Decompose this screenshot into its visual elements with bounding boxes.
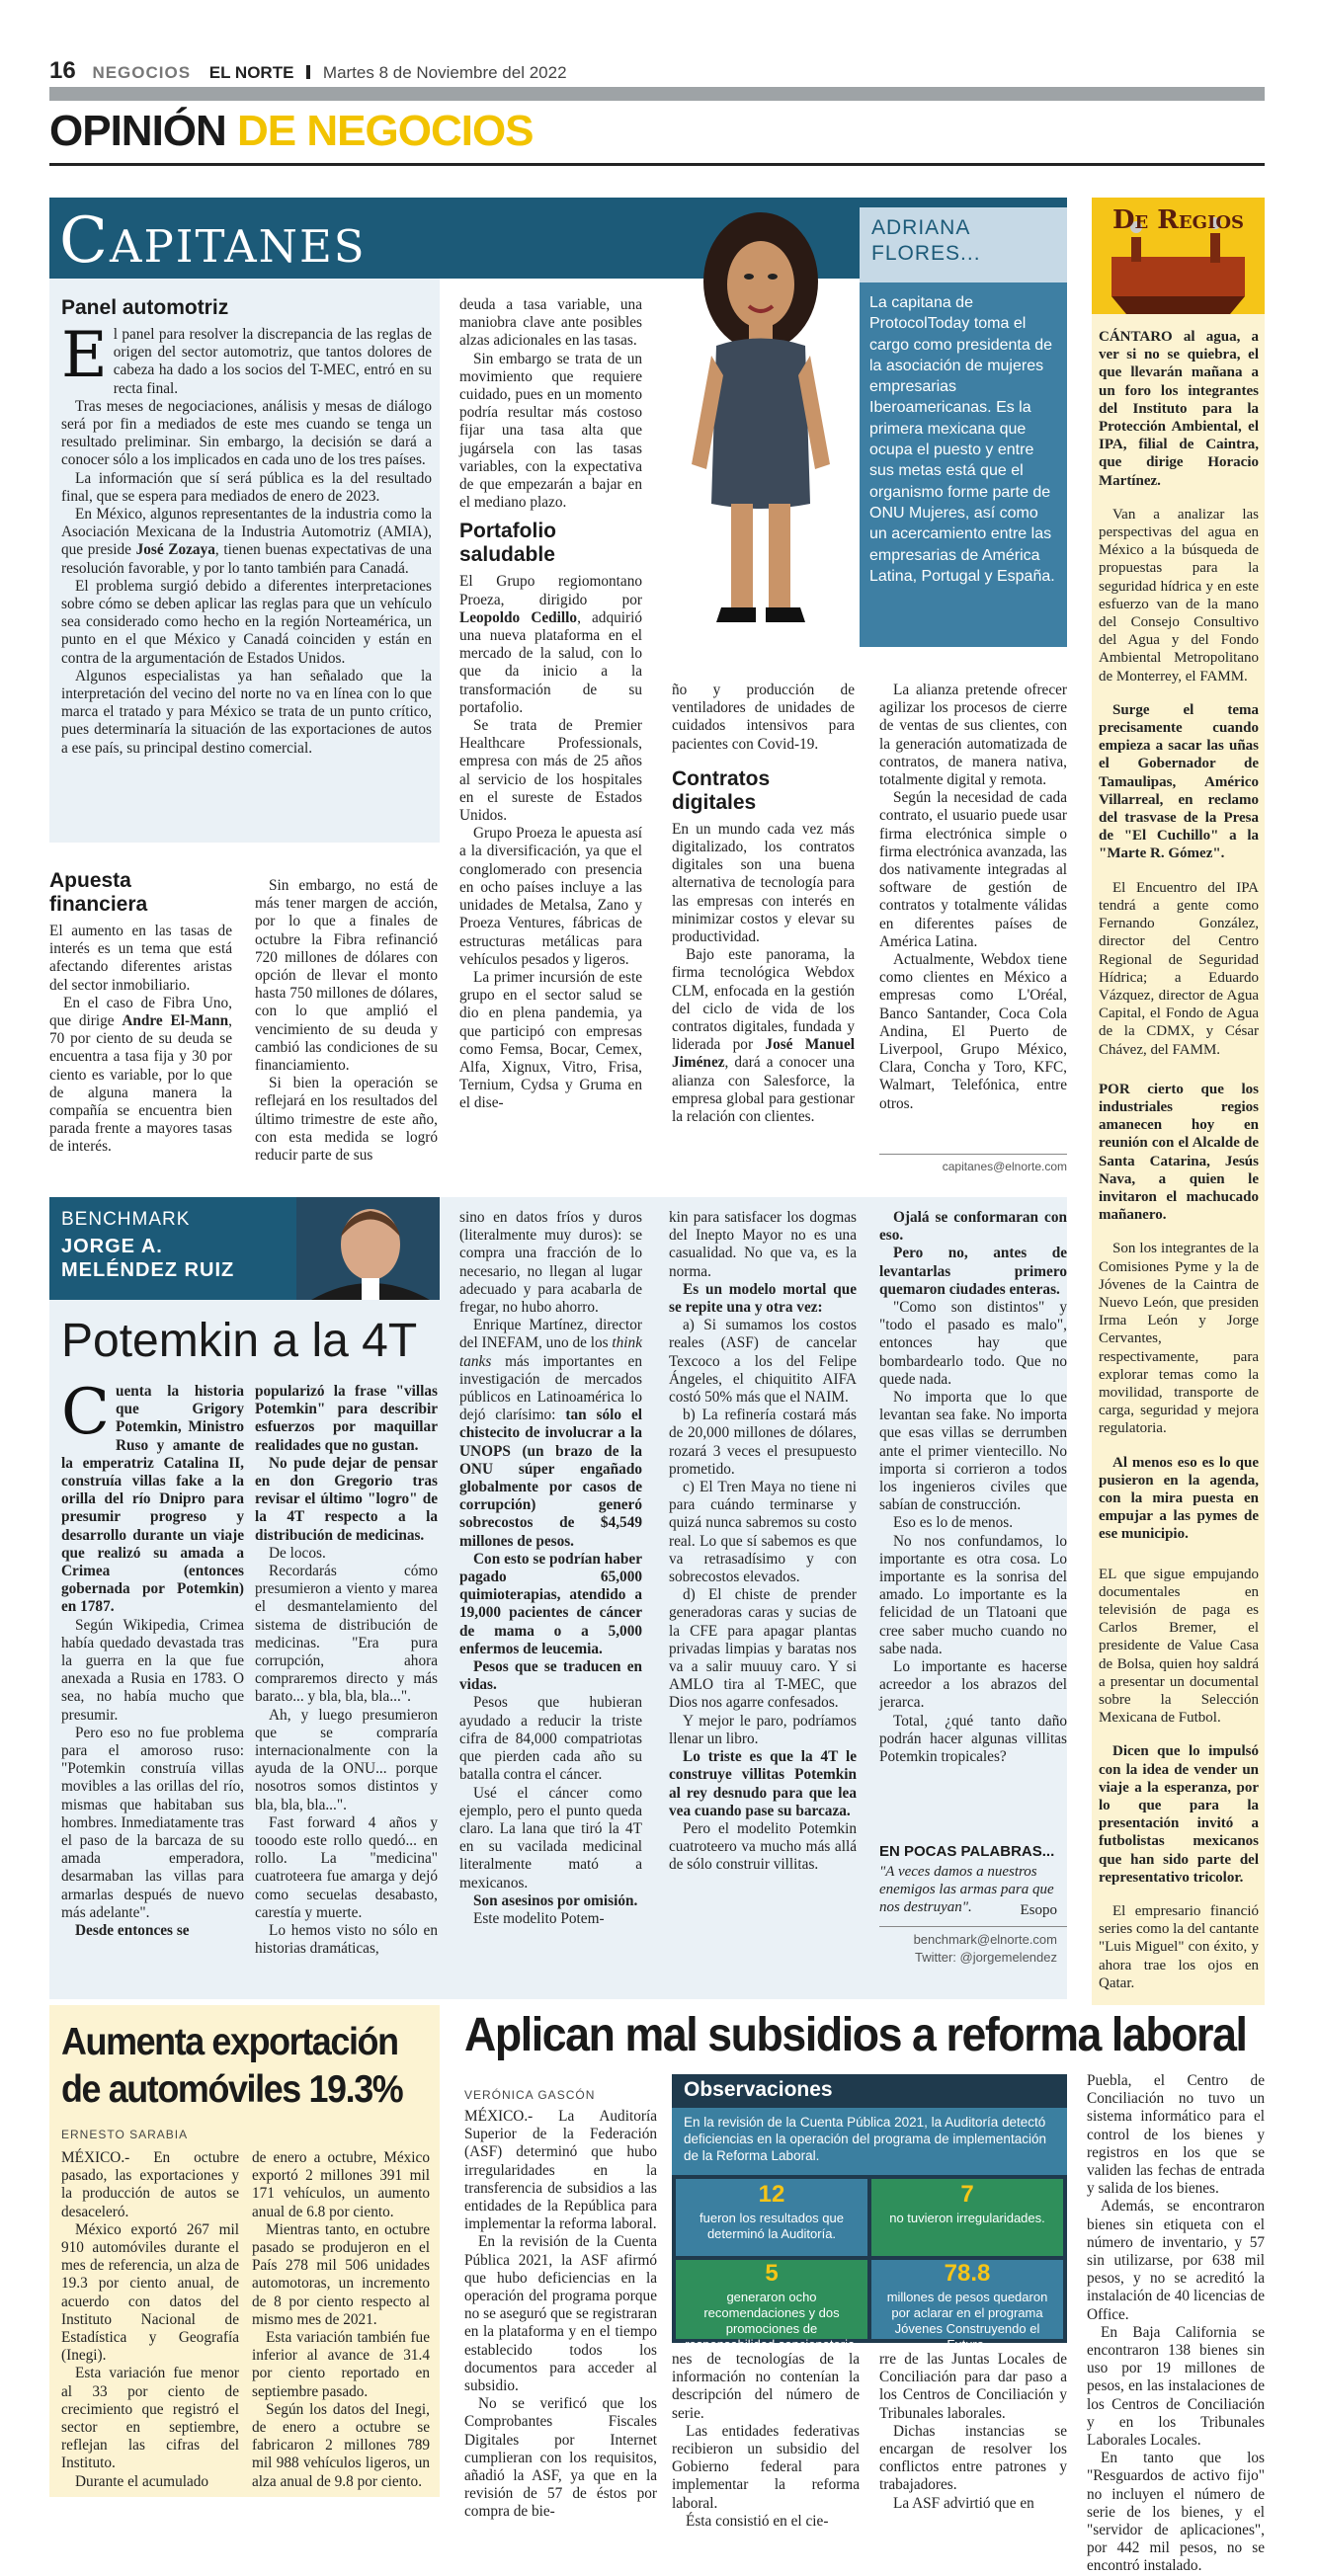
author-photo [296, 1197, 440, 1300]
benchmark-twitter[interactable]: Twitter: @jorgemelendez [915, 1950, 1057, 1965]
capitanes-s1-p1: l panel para resolver la discrepancia de las reglas de origen del sector automotriz, que tantos dolores de cabeza ha dado a los socios del T-MEC, entró en su recta final. [113, 326, 432, 397]
benchmark-email[interactable]: benchmark@elnorte.com [913, 1932, 1057, 1947]
benchmark-c2-bold2: No pude dejar de pensar en don Gregorio tras revisar el último "logro" de la 4T respecto a la distribución de medicinas. [255, 1454, 438, 1544]
benchmark-c5-p1: "Como son distintos" y "todo el pasado es malo", entonces hay que bombardearlo todo. Que no quede nada. [879, 1299, 1067, 1388]
subsidios-c3-p1: rre de las Juntas Locales de Conciliación para dar paso a los Centros de Conciliación y Tribunales laborales. [879, 2351, 1067, 2422]
subsidios-c1-p2: En la revisión de la Cuenta Pública 2021, la ASF afirmó que hubo deficiencias en la operación del programa porque no se aseguró que se registraran en la plataforma y en el tiempo establecido todos los documentos para acceder al subsidio. [464, 2233, 657, 2395]
benchmark-c4-p2: Y mejor le paro, podríamos llenar un libro. [669, 1712, 857, 1747]
benchmark-c5-bold2: Pero no, antes de levantarlas primero quemaron ciudades enteras. [879, 1245, 1067, 1298]
capitanes-s3-p1a: El Grupo regiomontano Proeza, dirigido por [459, 573, 642, 608]
capitanes-s1-p2: Tras meses de negociaciones, análisis y mesas de diálogo será por fin a mediados de este mes cuando se tenga un resultado preliminar. Sin embargo, la decisión se dará a conocer sólo a los implicados en cada uno de los tres países. [61, 397, 432, 469]
benchmark-c5-p4: No nos confundamos, lo importante es otra cosa. Lo importante es la sonrisa del amado. Lo importante es la felicidad de un Tlatoani que cree saber mucho cuando no sabe nada. [879, 1532, 1067, 1657]
benchmark-c2-p5: Lo hemos visto no sólo en historias dramáticas, [255, 1922, 438, 1958]
subsidios-c4-p4: En tanto que los "Resguardos de activo fijo" no incluyen el número de serie de los bienes, y el "servidor de aplicaciones", por 442 mil pesos, no se encontró instalado. [1087, 2450, 1265, 2575]
capitanes-s1-p5: El problema surgió debido a diferentes interpretaciones sobre cómo se deben aplicar las reglas para que un vehículo sea considerado como hecho en la región Norteamérica, un punto en el que México y Canadá coinciden y están en contra de la argumentación de Estados Unidos. [61, 577, 432, 667]
subsidios-byline: VERÓNICA GASCÓN [464, 2088, 596, 2102]
benchmark-c1-bold: uenta la historia que Grigory Potemkin, Ministro Ruso y amante de la emperatriz Catalina II, construía villas fake a la orilla del río Dnipro para presumir progreso y desarrollo durante un viaje que realizó su amada a Crimea (entonces gobernada por Potemkin) en 1787. [61, 1383, 244, 1616]
benchmark-c1-p2: Según Wikipedia, Crimea había quedado devastada tras la guerra en la que fue anexada a Rusia en 1783. O sea, no había mucho que presumir. [61, 1616, 244, 1724]
capitanes-s1-p4c: , tienen buenas expectativas de una resolución favorable, y por lo tanto también para Canadá. [61, 541, 432, 577]
pocas-palabras-title: EN POCAS PALABRAS... [879, 1843, 1055, 1860]
regios-i1-bold2: Surge el tema precisamente cuando empieza a sacar las uñas el Gobernador de Tamaulipas, Américo Villarreal, en reclamo del trasvase de la Presa de "El Cuchillo" a la "Marte R. Gómez". [1099, 701, 1259, 862]
profile-name: ADRIANA FLORES... [871, 216, 981, 265]
stat2-num: 7 [960, 2181, 974, 2208]
subsidios-col-2 [672, 2351, 860, 2530]
export-c2-p3: Esta variación también fue inferior al avance de 31.4 por ciento reportado en septiembre pasado. [252, 2329, 430, 2400]
benchmark-c1-p3: Pero eso no fue problema para el amoroso ruso: "Potemkin construía villas movibles a las orillas del río, mismas que habitaban sus hombres. Inmediatamente tras el paso de la barcaza de su amada emperadora, desarmaban las villas para armarlas después de nuevo más adelante". [61, 1724, 244, 1921]
benchmark-c4-d: d) El chiste de prender generadoras caras y sucias de la CFE para apagar plantas privadas limpias y baratas nos va a salir muuuy caro. Y si AMLO tira al T-MEC, que Dios nos agarre confesados. [669, 1586, 857, 1712]
capitanes-s1-p6: Algunos especialistas ya han señalado que la interpretación del vecino del norte no va en línea con lo que marca el tratado y para México se trata de un punto crítico, pues determinaría la situación de las exportaciones de autos a ese país, su principal destino comercial. [61, 667, 432, 757]
subsidios-c3-p2: Dichas instancias se encargan de resolver los conflictos entre patrones y trabajadores. [879, 2422, 1067, 2494]
export-c2-p1: de enero a octubre, México exportó 2 millones 391 mil 171 vehículos, un aumento anual de 6.8 por ciento. [252, 2149, 430, 2220]
subsidios-col-4 [1087, 2072, 1265, 2575]
benchmark-email-rule [879, 1926, 1067, 1927]
subsidios-c4-p2: Además, se encontraron bienes sin etiqueta con el número de inventario, y 57 sin utilizarse, por 638 mil pesos, y no se acreditó la instalación de 40 licencias de Office. [1087, 2198, 1265, 2323]
capitanes-s4-title: Contratos digitales [672, 766, 771, 814]
capitanes-s2-p1: El aumento en las tasas de interés es un tema que está afectando diferentes aristas del sector inmobiliario. [49, 923, 232, 994]
subsidios-col-1 [464, 2108, 657, 2521]
regios-i3-p: EL que sigue empujando documentales en televisión de paga es Carlos Bremer, el presidente de Value Casa de Bolsa, quien hoy saldrá a presentar un documental sobre la Selección Mexicana de Futbol. [1099, 1566, 1259, 1727]
capitanes-s2-p3: Sin embargo, no está de más tener margen de acción, por lo que a finales de octubre la Fibra refinanció 720 millones de dólares con opción de llevar el monto hasta 750 millones de dólares, con lo que amplió el vencimiento de su deuda y cambió las condiciones de su financiamiento. [255, 877, 438, 1075]
section-header [49, 107, 534, 156]
benchmark-c4-p1: kin para satisfacer los dogmas del Inepto Mayor no es una casualidad. No que va, es la norma. [669, 1209, 857, 1280]
benchmark-c3-p5: Este modelito Potem- [473, 1909, 605, 1927]
export-c1-p4: Durante el acumulado [75, 2472, 209, 2490]
export-c1-p2: México exportó 267 mil 910 automóviles durante el mes de referencia, un alza de 19.3 por ciento anual, de acuerdo con datos del Instituto Nacional de Estadística y Geografía (Inegi). [61, 2220, 239, 2365]
export-c2-p4: Según los datos del Inegi, de enero a octubre se fabricaron 2 millones 789 mil 988 vehículos ligeros, un alza anual de 9.8 por ciento. [252, 2400, 430, 2490]
subsidios-c3-p3: La ASF advirtió que en [893, 2494, 1034, 2512]
benchmark-c5-p2: No importa que lo que levantan sea fake. No importa que esas villas se derrumben ante el primer vientecillo. No importa si corrieron a todos los ingenieros civiles que sabían de construcción. [879, 1389, 1067, 1514]
benchmark-c3-bold4: Son asesinos por omisión. [473, 1892, 638, 1909]
capitanes-s2-p4: Si bien la operación se reflejará en los resultados del último trimestre de este año, con esta medida se logró reducir parte de sus [255, 1075, 438, 1165]
capitanes-col-1 [61, 288, 432, 842]
capitanes-s2-title: Apuesta financiera [49, 869, 148, 916]
capitanes-s1-p3: La información que sí será pública es la del resultado final, que se espera para mediados de enero de 2023. [61, 469, 432, 505]
regios-i1-bold: CÁNTARO al agua, a ver si no se quiebra, el que llevarán mañana a un foro los integrantes del Instituto para la Protección Ambiental, el IPA, filial de Caintra, que dirige Horacio Martínez. [1099, 329, 1259, 489]
export-c1: MÉXICO.- En octubre pasado, las exportaciones y la producción de autos se desaceleró. [61, 2149, 239, 2220]
subsidios-c2-p2: Las entidades federativas recibieron un subsidio del Gobierno federal para implementar la reforma laboral. [672, 2422, 860, 2512]
stat1-text: fueron los resultados que determinó la Auditoría. [700, 2211, 844, 2241]
benchmark-c5-p6: Total, ¿qué tanto daño podrán hacer algunas villitas Potemkin tropicales? [879, 1712, 1067, 1766]
regios-i2-bold: POR cierto que los industriales regios amanecen hoy en reunión con el Alcalde de Santa Catarina, Jesús Nava, a quien le invitaron el machucado mañanero. [1099, 1081, 1259, 1224]
benchmark-kicker: BENCHMARK [61, 1209, 191, 1230]
benchmark-c2-p2: Recordarás cómo presumieron a viento y marea el desmantelamiento del sistema de distribución de medicinas. "Era pura corrupción, ahora compraremos directo y más barato... y bla, bla, bla...". [255, 1563, 438, 1706]
benchmark-c2-p3: Ah, y luego presumieron que se compraría internacionalmente con la ayuda de la ONU... porque nosotros somos distintos y bla, bla, bla...". [255, 1706, 438, 1813]
regios-i2-p: Son los integrantes de la Comisiones Pyme y la de Jóvenes de la Caintra de Nuevo León, que presiden Irma León y Jorge Cervantes, respectivamente, para explorar temas como la movilidad, transporte de carga, seguridad y mejora regulatoria. [1099, 1241, 1259, 1437]
benchmark-c3-bold2: Con esto se podrían haber pagado 65,000 quimioterapias, atendido a 19,000 pacientes de cáncer de mama o a 5,000 enfermos de leucemia. [459, 1550, 642, 1657]
benchmark-c4-p3: Pero el modelito Potemkin cuatroteero va mucho más allá de sólo construir villitas. [669, 1819, 857, 1874]
benchmark-c5-bold: Ojalá se conformaran con eso. [879, 1209, 1067, 1245]
benchmark-c4-b: b) La refinería costará más de 20,000 millones de dólares, rozará 3 veces el presupuesto prometido. [669, 1407, 857, 1478]
benchmark-c4-a: a) Si sumamos los costos reales (ASF) de cancelar Texcoco a los del Felipe Ángeles, el chiquitito AIFA costó 50% más que el NAIM. [669, 1317, 857, 1407]
subsidios-c1-p3: No se verificó que los Comprobantes Fiscales Digitales por Internet cumplieran con los requisitos, añadió la ASF, ya que en la revisión de 57 de éstos por compra de bie- [464, 2395, 657, 2521]
benchmark-c2-p4: Fast forward 4 años y tooodo este rollo quedó... en rollo. La "medicina" cuatroteera fue amarga y dejó como secuelas desabasto, carestía y muerte. [255, 1813, 438, 1921]
capitanes-c5-p1: La alianza pretende ofrecer agilizar los procesos de cierre de ventas de sus clientes, con la generación automatizada de contratos, de manera nativa, totalmente digital y remota. [879, 682, 1067, 789]
capitanes-email-rule [879, 1154, 1067, 1155]
capitanes-s3-p1b: Leopoldo Cedillo [459, 608, 578, 626]
benchmark-c3-p2bold: tan sólo el chistecito de involucrar a la UNOPS (un brazo de la ONU súper engañado globalmente por casos de corrupción) generó sobrecostos de $4,549 millones de pesos. [459, 1407, 642, 1550]
stat3-num: 5 [765, 2260, 779, 2287]
regios-text [1099, 328, 1259, 1997]
capitanes-col-4 [672, 682, 855, 1195]
benchmark-col-1 [61, 1376, 244, 1985]
benchmark-c3-p2a: Enrique Martínez, director del INEFAM, uno de los [459, 1317, 642, 1352]
folio [49, 57, 1265, 85]
dropcap-c: C [61, 1376, 110, 1449]
obs-intro: En la revisión de la Cuenta Pública 2021, la Auditoría detectó deficiencias en la operación del programa de implementación de la Reforma Laboral. [684, 2115, 1046, 2163]
capitanes-c5-p3: Actualmente, Webdox tiene como clientes en México a empresas como L'Oréal, Banco Santander, Coca Cola Andina, El Puerto de Liverpool, Grupo México, Clara, Concha y Toro, KFC, Walmart, Telefónica, entre otros. [879, 951, 1067, 1112]
issue-date: Martes 8 de Noviembre del 2022 [322, 63, 567, 82]
regios-title: De Regios [1111, 205, 1245, 235]
woman-portrait-icon [662, 207, 860, 642]
capitanes-c3-p1: deuda a tasa variable, una maniobra clave ante posibles alzas adicionales en las tasas. [459, 296, 642, 350]
capitanes-s3-p4: La primer incursión de este grupo en el sector salud se dio en plena pandemia, ya que participó con empresas como Femsa, Bocar, Cemex, Alfa, Xignux, Vitro, Frisa, Ternium, Cydsa y Gruma en el dise- [459, 968, 642, 1112]
stat4-num: 78.8 [944, 2260, 991, 2287]
stat3-text: generaron ocho recomendaciones y dos promociones de responsabilidad sancionatoria. [685, 2290, 859, 2352]
export-byline: ERNESTO SARABIA [61, 2128, 189, 2141]
benchmark-headline: Potemkin a la 4T [61, 1315, 418, 1367]
export-col-1 [61, 2149, 239, 2495]
benchmark-c4-c: c) El Tren Maya no tiene ni para cuándo terminarse y quizá nunca sabremos su costo real. Lo que sí sabemos es que va retrasadísimo y con sobrecostos elevados. [669, 1479, 857, 1586]
benchmark-c5-p3: Eso es lo de menos. [893, 1514, 1014, 1532]
paper-name: EL NORTE [208, 63, 294, 82]
benchmark-c1-p4: Desde entonces se [75, 1922, 190, 1940]
dropcap-e: E [61, 319, 108, 392]
regios-i3-p2: El empresario financió series como la del cantante "Luis Miguel" con éxito, y ahora trae los ojos en Qatar. [1099, 1903, 1259, 1991]
benchmark-col-5 [879, 1209, 1067, 1841]
benchmark-col-3 [459, 1209, 642, 1985]
capitanes-s2-p2b: Andre El-Mann [122, 1012, 229, 1030]
header-negocios: DE NEGOCIOS [237, 107, 534, 155]
benchmark-c5-p5: Lo importante es hacerse acreedor a los abrazos del jerarca. [879, 1658, 1067, 1712]
subsidios-c1-p1: MÉXICO.- La Auditoría Superior de la Federación (ASF) determinó que hubo irregularidades en la transferencia de subsidios a las entidades de la República para implementar la reforma laboral. [464, 2108, 657, 2233]
capitanes-c3-p2: Sin embargo se trata de un movimiento que requiere cuidado, pues en un momento podría resultar más costoso fijar una tasa alta que jugársela con las tasas variables, con la expectativa de que empezarán a bajar en el mediano plazo. [459, 350, 642, 512]
export-col-2 [252, 2149, 430, 2495]
benchmark-author: JORGE A. MELÉNDEZ RUIZ [61, 1236, 235, 1281]
page-number: 16 [49, 57, 76, 84]
profile-text: La capitana de ProtocolToday toma el cargo como presidenta de la asociación de mujeres empresarias Iberoamericanas. Es la primera mexicana que ocupa el puesto y entre sus metas está que el organismo forme parte de ONU Mujeres, así como un acercamiento entre las empresarias de América Latina, Portugal y España. [869, 294, 1055, 585]
stat2-text: no tuvieron irregularidades. [889, 2211, 1045, 2225]
benchmark-c3-p1: sino en datos fríos y duros (literalmente muy duros): se compra una fracción de lo necesario, no llegan al lugar adecuado y para acabarla de fregar, no hubo ahorro. [459, 1209, 642, 1317]
capitanes-title: Capitanes [59, 204, 367, 278]
capitanes-s1-title: Panel automotriz [61, 296, 229, 319]
capitanes-col-1b [49, 869, 232, 1195]
header-rule [49, 163, 1265, 166]
capitanes-col-3 [459, 296, 642, 1195]
benchmark-c3-p2i: think tanks [459, 1334, 642, 1370]
subsidios-headline: Aplican mal subsidios a reforma laboral [464, 2009, 1247, 2061]
obs-title: Observaciones [684, 2078, 833, 2101]
regios-i3-bold: Dicen que lo impulsó con la idea de vender un viaje a la esperanza, por lo que para la presentación invitó a futbolistas mexicanos que han sido parte del representativo tricolor. [1099, 1743, 1259, 1886]
capitanes-s4-p2c: , dará a conocer una alianza con Salesforce, la empresa global para gestionar la relación con clientes. [672, 1054, 855, 1126]
regios-i1-p: Van a analizar las perspectivas del agua en México a la búsqueda de propuestas para la seguridad hídrica y en este esfuerzo van de la mano del Consejo Consultivo del Agua y del Fondo Ambiental Metropolitano de Monterrey, el FAMM. [1099, 506, 1259, 684]
capitanes-s4-p2b: José Manuel Jiménez [672, 1036, 855, 1072]
export-c2-p2: Mientras tanto, en octubre pasado se produjeron en el País 278 mil 506 unidades automotoras, un incremento de 8 por ciento respecto al mismo mes de 2021. [252, 2220, 430, 2328]
benchmark-c3-p3: Pesos que hubieran ayudado a reducir la triste cifra de 84,000 compatriotas que pierden cada año su batalla contra el cáncer. [459, 1694, 642, 1784]
capitanes-s1-p4a: En México, algunos representantes de la industria como la Asociación Mexicana de la Industria Automotriz (AMIA), que preside [61, 506, 432, 559]
stat4-text: millones de pesos quedaron por aclarar en el programa Jóvenes Construyendo el Futuro. [886, 2290, 1048, 2352]
capitanes-s3-p1c: , adquirió una nueva plataforma en el mercado de la salud, con lo que da inicio a la transformación de su portafolio. [459, 608, 642, 716]
pocas-palabras-quote: "A veces damos a nuestros enemigos las armas para que nos destruyan". [879, 1864, 1054, 1915]
capitanes-s4-p1: En un mundo cada vez más digitalizado, los contratos digitales son una buena alternativa de tecnología para las empresas con interés en minimizar costos y elevar su productividad. [672, 820, 855, 946]
portrait-illustration [662, 207, 860, 642]
export-c1-p3: Esta variación fue menor al 33 por ciento de crecimiento que registró el sector en septiembre, reflejan las cifras del Instituto. [61, 2365, 239, 2472]
author-photo-icon [296, 1197, 440, 1300]
capitanes-col-2 [255, 877, 438, 1195]
capitanes-s4-p2a: Bajo este panorama, la firma tecnológica Webdox CLM, enfocada en la gestión del ciclo de vida de los contratos digitales, fundada y liderada por [672, 946, 855, 1054]
benchmark-col-4 [669, 1209, 857, 1985]
pocas-palabras-author: Esopo [1020, 1902, 1057, 1918]
subsidios-c2-p1: nes de tecnologías de la información no contenían la descripción del número de serie. [672, 2351, 860, 2422]
capitanes-c5-p2: Según la necesidad de cada contrato, el usuario puede usar firma electrónica simple o firma electrónica avanzada, las dos nativamente integradas al software de gestión de contratos y totalmente válidas en diferentes países de América Latina. [879, 789, 1067, 950]
capitanes-email[interactable]: capitanes@elnorte.com [942, 1160, 1067, 1173]
benchmark-c2-p1: De locos. [269, 1544, 326, 1562]
capitanes-c4-p1: ño y producción de ventiladores de unidades de cuidados intensivos para pacientes con Covid-19. [672, 682, 855, 753]
header-opinion: OPINIÓN [49, 107, 226, 155]
regios-i2-bold2: Al menos eso es lo que pusieron en la agenda, con la mira puesta en empujar a las pymes de ese municipio. [1099, 1454, 1259, 1543]
section-label: NEGOCIOS [92, 63, 192, 82]
benchmark-c4-bold2: Lo triste es que la 4T le construye villitas Potemkin al rey desnudo para que lea vea cuando pase su barcaza. [669, 1748, 857, 1819]
subsidios-c2-p3: Ésta consistió en el cie- [686, 2512, 829, 2530]
capitanes-s3-title: Portafolio saludable [459, 520, 556, 567]
stat1-num: 12 [758, 2181, 785, 2208]
export-headline: Aumenta exportación de automóviles 19.3% [61, 2021, 403, 2111]
benchmark-c3-bold3: Pesos que se traducen en vidas. [459, 1658, 642, 1694]
capitanes-s3-p2: Se trata de Premier Healthcare Professionals, empresa con más de 25 años al servicio de los hospitales en el sureste de Estados Unidos. [459, 717, 642, 825]
capitanes-s1-p4b: José Zozaya [135, 541, 215, 559]
subsidios-col-3 [879, 2351, 1067, 2512]
subsidios-c4-p1: Puebla, el Centro de Conciliación no tuvo un sistema informático para el control de los bienes y registros en los que se validen las fechas de entrada y salida de los bienes. [1087, 2072, 1265, 2198]
benchmark-col-2 [255, 1383, 438, 1985]
capitanes-s3-p3: Grupo Proeza le apuesta así a la diversificación, ya que el conglomerado con presencia en ocho países incluye a las unidades de Metalsa, Zano y Proeza Ventures, fábricas de estructuras metálicas para vehículos pesados y ligeros. [459, 825, 642, 968]
subsidios-c4-p3: En Baja California se encontraron 138 bienes sin uso por 19 millones de pesos, en las instalaciones de los Centros de Conciliación y en los Tribunales Laborales Locales. [1087, 2323, 1265, 2450]
regios-i1-p2: El Encuentro del IPA tendrá a gente como Fernando González, director del Centro Regional de Seguridad Hídrica; a Eduardo Vázquez, director de Agua Capital, el Fondo de Agua de la CDMX, y César Chávez, del FAMM. [1099, 879, 1259, 1058]
benchmark-c3-p4: Usé el cáncer como ejemplo, pero el punto queda claro. La lana que tiró la 4T en su vacilada medicinal literalmente mató a mexicanos. [459, 1784, 642, 1892]
capitanes-s2-p2c: , 70 por ciento de su deuda se encuentra a tasa fija y 30 por ciento es variable, por lo que de alguna manera la compañía se encuentra bien parada frente a mayores tasas de interés. [49, 1012, 232, 1156]
folio-rule [49, 87, 1265, 101]
capitanes-col-5 [879, 682, 1067, 1166]
benchmark-c3-p2b: más importantes en investigación de mercados públicos en Latinoamérica lo dejó clarísimo: [459, 1352, 642, 1424]
capitanes-s2-p2a: En el caso de Fibra Uno, que dirige [49, 994, 232, 1030]
benchmark-c2-bold: popularizó la frase "villas Potemkin" para describir esfuerzos por maquillar realidades que no gustan. [255, 1383, 438, 1454]
benchmark-c4-bold: Es un modelo mortal que se repite una y otra vez: [669, 1280, 857, 1317]
